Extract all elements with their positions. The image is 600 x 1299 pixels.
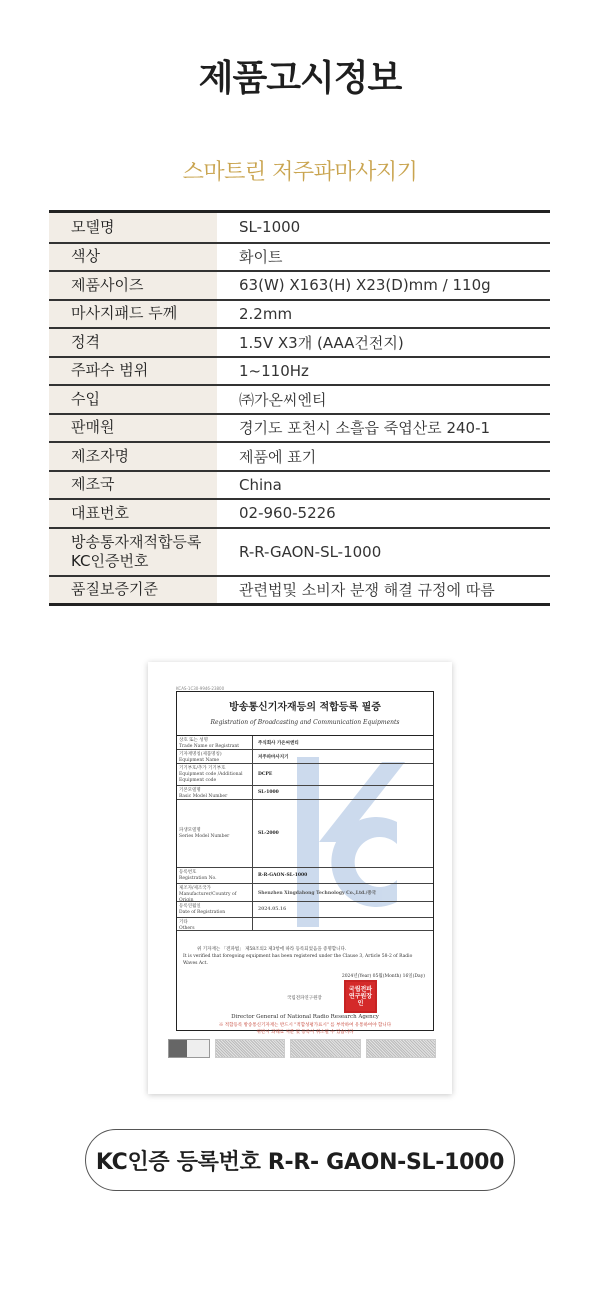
certificate-row — [177, 736, 433, 750]
field-key-en: Equipment code /Additional Equipment code — [179, 772, 243, 783]
table-row — [49, 270, 550, 299]
row-label: 모델명 — [49, 213, 217, 242]
certificate-row — [177, 750, 433, 764]
kc-registration-badge: KC인증 등록번호 R-R- GAON-SL-1000 — [85, 1129, 515, 1191]
field-key-ko: 등록연월일 — [179, 904, 201, 909]
row-label: 제조자명 — [49, 443, 217, 470]
field-key-ko: 기자재명칭(제품명칭) — [179, 752, 222, 757]
field-key-en: Manufacturer/Country of Origin — [179, 892, 237, 903]
certificate-fields — [177, 735, 433, 931]
table-row — [49, 441, 550, 470]
statement-en: It is verified that foregoing equipment has been registered under the Clause 3, Article 58-2 of Radio Waves Act. — [183, 954, 413, 966]
table-row — [49, 527, 550, 575]
issuer-name: 국립전파연구원장 — [287, 996, 322, 1001]
field-value: DCPE — [258, 772, 273, 777]
table-row — [49, 213, 550, 242]
field-key-ko: 기기부호/추가 기기부호 — [179, 766, 226, 771]
row-value: 02-960-5226 — [239, 504, 336, 523]
certificate-row — [177, 786, 433, 800]
row-label: 대표번호 — [49, 500, 217, 527]
director-title: Director General of National Radio Research Agency — [231, 1014, 379, 1020]
field-key-en: Date of Registration — [179, 910, 226, 915]
security-pattern — [366, 1039, 436, 1058]
row-label: 판매원 — [49, 415, 217, 442]
product-info-table — [49, 210, 550, 606]
field-key-ko: 상호 또는 성명 — [179, 738, 208, 743]
table-row — [49, 413, 550, 442]
row-label — [49, 529, 217, 575]
form-code: KCAS-1C30-9946-23800 — [176, 686, 225, 691]
field-value: R-R-GAON-SL-1000 — [258, 873, 308, 878]
field-key-ko: 파생모델명 — [179, 827, 201, 833]
row-value: China — [239, 475, 282, 494]
row-value: 제품에 표기 — [239, 447, 317, 466]
table-row — [49, 356, 550, 385]
field-key-en: Registration No. — [179, 876, 217, 881]
field-value: SL-1000 — [258, 790, 279, 795]
security-pattern — [215, 1039, 285, 1058]
field-key-ko: 기타 — [179, 920, 188, 925]
table-row — [49, 498, 550, 527]
row-label: 수입 — [49, 386, 217, 413]
certificate-row — [177, 868, 433, 884]
certificate-row — [177, 800, 433, 868]
field-key-en: Basic Model Number — [179, 794, 228, 799]
row-value: 경기도 포천시 소흘읍 죽엽산로 240-1 — [239, 419, 491, 438]
row-value: 63(W) X163(H) X23(D)mm / 110g — [239, 276, 491, 295]
row-value: 관련법및 소비자 분쟁 해결 규정에 따름 — [239, 581, 495, 600]
field-key-en: Equipment Name — [179, 758, 220, 763]
table-row — [49, 299, 550, 328]
row-label: 제품사이즈 — [49, 272, 217, 299]
table-row — [49, 242, 550, 271]
certificate-footer — [168, 1039, 436, 1059]
row-label: 제조국 — [49, 472, 217, 499]
certificate-frame — [176, 691, 434, 1035]
certificate-row — [177, 884, 433, 902]
row-label: 마사지패드 두께 — [49, 301, 217, 328]
row-label-line2: KC인증번호 — [71, 551, 149, 570]
row-value: 1.5V X3개 (AAA건전지) — [239, 333, 404, 352]
field-key-en: Series Model Number — [179, 833, 230, 839]
field-key-en: Others — [179, 926, 195, 931]
table-row — [49, 470, 550, 499]
field-key-ko: 등록번호 — [179, 870, 197, 875]
field-value: SL-2000 — [258, 831, 279, 836]
issue-date: 2024년(Year) 05월(Month) 16일(Day) — [341, 974, 425, 979]
security-pattern — [290, 1039, 360, 1058]
field-value — [253, 918, 433, 930]
row-value: 2.2mm — [239, 304, 293, 323]
field-value: 저주파마사지기 — [258, 754, 289, 760]
agency-logo-icon — [168, 1039, 210, 1058]
product-name: 스마트린 저주파마사지기 — [182, 160, 418, 185]
row-label: 정격 — [49, 329, 217, 356]
row-value: SL-1000 — [239, 218, 301, 237]
certificate-title-ko: 방송통신기자재등의 적합등록 필증 — [229, 702, 381, 713]
field-key-ko: 제조자/제조국가 — [179, 886, 211, 891]
warning-line2: 위반시 과태료 처분 및 등록이 취소될 수 있습니다 — [256, 1030, 354, 1035]
warning-line1: ※ 적합등록 방송통신기자재는 반드시 "적합성평가표시" 를 부착하여 유통하여야 합니다 — [218, 1023, 392, 1028]
row-label: 주파수 범위 — [49, 358, 217, 385]
page-title: 제품고시정보 — [198, 58, 402, 99]
field-key-ko: 기본모델명 — [179, 788, 201, 793]
official-seal-icon: 국립전파연구원장인 — [344, 980, 377, 1013]
certificate-title-en: Registration of Broadcasting and Communication Equipments — [210, 719, 400, 726]
certificate-row — [177, 764, 433, 786]
field-value: Shenzhen Xingdahong Technology Co.,Ltd./중국 — [258, 890, 377, 896]
row-label-line1: 방송통자재적합등록 — [71, 532, 202, 551]
kc-certificate-image — [148, 662, 452, 1094]
row-value: 1~110Hz — [239, 361, 309, 380]
certificate-row — [177, 918, 433, 931]
certificate-row — [177, 902, 433, 918]
row-label: 색상 — [49, 244, 217, 271]
row-value: 화이트 — [239, 248, 283, 267]
row-value: R-R-GAON-SL-1000 — [239, 542, 382, 561]
table-row — [49, 575, 550, 604]
table-row — [49, 384, 550, 413]
row-value: ㈜가온씨엔티 — [239, 390, 327, 409]
statement-ko: 위 기자재는 「전파법」 제58조의2 제3항에 따라 등록되었음을 증명합니다. — [197, 947, 347, 952]
field-value: 주식회사 가온씨엔티 — [258, 740, 299, 746]
field-key-en: Trade Name or Registrant — [179, 744, 240, 749]
field-value: 2024.05.16 — [258, 907, 287, 912]
table-row — [49, 327, 550, 356]
row-label: 품질보증기준 — [49, 577, 217, 604]
